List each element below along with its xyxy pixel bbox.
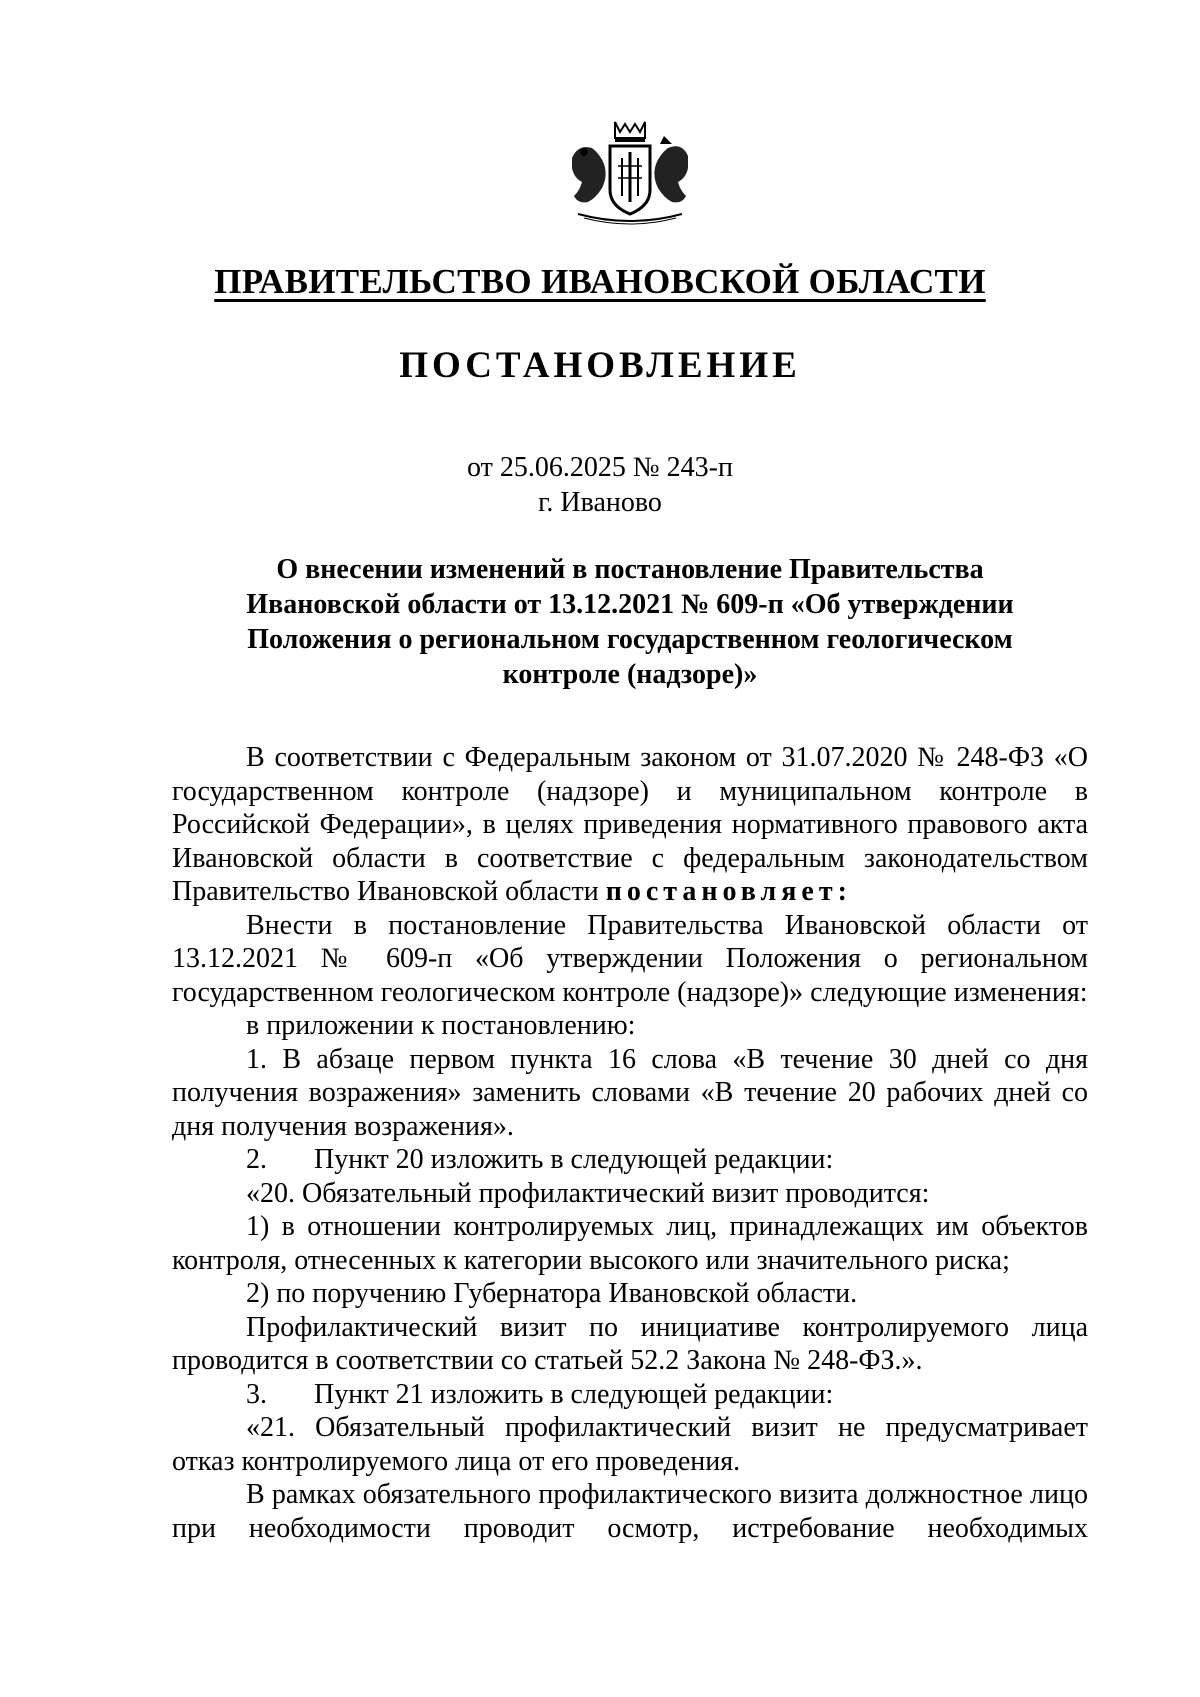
body-paragraph: «20. Обязательный профилактический визит проводится: (246, 1177, 930, 1209)
body-paragraph: В рамках обязательного профилактического визита должностное лицо при необходимости проводит осмотр, истребование необходимых (172, 1479, 1088, 1544)
city: г. Иваново (538, 487, 662, 518)
body-paragraph: 1. В абзаце первом пункта 16 слова «В течение 30 дней со дня получения возражения» заменить словами «В течение 20 рабочих дней со дня получения возражения». (172, 1043, 1088, 1142)
document-meta (0, 450, 1200, 520)
body-paragraph (172, 741, 1088, 909)
subject-line: контроле (надзоре)» (502, 659, 758, 690)
document-subject (200, 552, 1060, 692)
numbered-item (172, 1378, 1088, 1412)
numbered-item (172, 1143, 1088, 1177)
document-type: ПОСТАНОВЛЕНИЕ (399, 345, 801, 386)
body-paragraph: в приложении к постановлению: (246, 1010, 636, 1041)
subject-line: О внесении изменений в постановление Правительства (276, 554, 984, 585)
item-text: Пункт 20 изложить в следующей редакции: (314, 1144, 834, 1175)
body-paragraph: «21. Обязательный профилактический визит не предусматривает отказ контролируемого лица от его проведения. (172, 1412, 1088, 1477)
body-paragraph: Внести в постановление Правительства Ивановской области от 13.12.2021 № 609-п «Об утверждении Положения о региональном государственном геологическом контроле (надзоре)» следующие изменения: (172, 909, 1088, 1008)
item-number: 3. (246, 1378, 267, 1410)
body-paragraph: 1) в отношении контролируемых лиц, принадлежащих им объектов контроля, отнесенных к категории высокого или значительного риска; (172, 1211, 1088, 1276)
organization-title (0, 262, 1200, 302)
item-number: 2. (246, 1144, 267, 1175)
ivanovo-coat-of-arms-icon (560, 118, 700, 228)
document-body (172, 741, 1088, 1545)
date-number: от 25.06.2025 № 243-п (467, 452, 733, 483)
item-text: Пункт 21 изложить в следующей редакции: (314, 1378, 834, 1410)
resolves-keyword: постановляет: (605, 876, 852, 907)
paragraph-text: В соответствии с Федеральным законом от 31.07.2020 № 248-ФЗ «О государственном контроле (надзоре) и муниципальном контроле в Российской Федерации», в целях приведения нормативного правового акта Ивановской области в соответствие с федеральным законодательством Правительство Ивановской области (172, 742, 1088, 907)
body-paragraph: 2) по поручению Губернатора Ивановской области. (246, 1278, 858, 1309)
body-paragraph: Профилактический визит по инициативе контролируемого лица проводится в соответствии со статьей 52.2 Закона № 248-ФЗ.». (172, 1311, 1088, 1376)
organization-title-text: ПРАВИТЕЛЬСТВО ИВАНОВСКОЙ ОБЛАСТИ (214, 262, 986, 301)
subject-line: Ивановской области от 13.12.2021 № 609-п «Об утверждении (246, 589, 1014, 620)
subject-line: Положения о региональном государственном геологическом (247, 624, 1013, 655)
